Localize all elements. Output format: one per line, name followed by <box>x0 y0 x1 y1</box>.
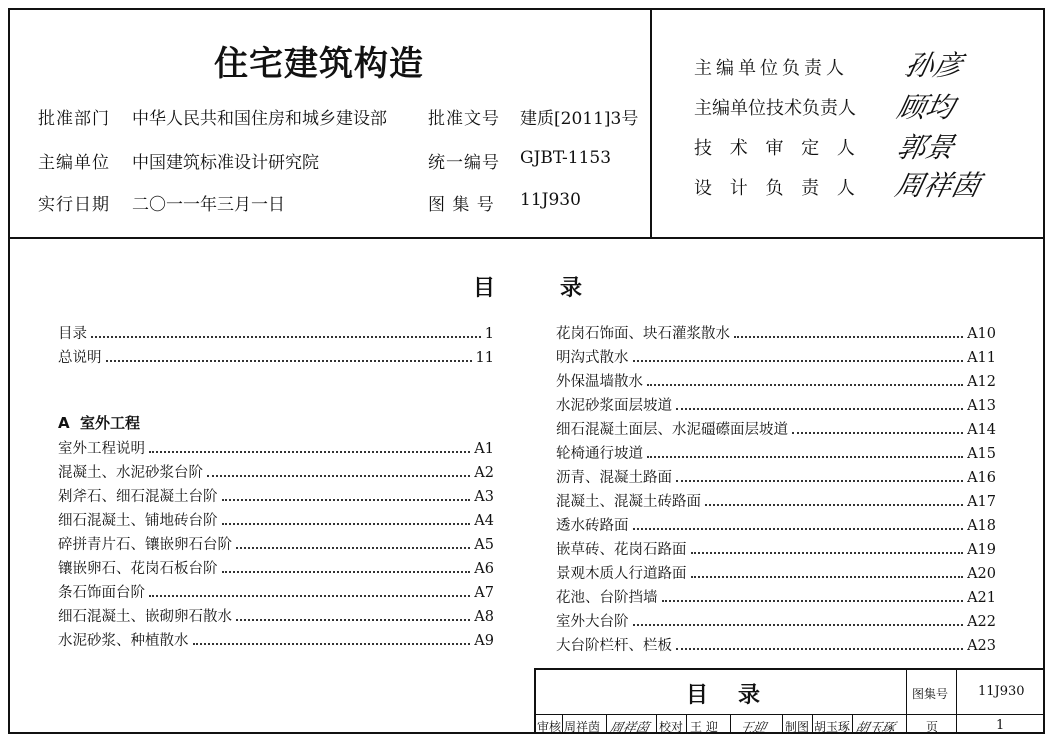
toc-entry-page: 1 <box>484 326 494 342</box>
toc-entry-page: A16 <box>967 470 996 486</box>
role-technical-reviewer: 技 术 审 定 人 <box>694 138 861 159</box>
check-name: 王 迎 <box>690 720 718 734</box>
toc-entry[interactable] <box>556 490 996 512</box>
toc-entry-title: 室外工程说明 <box>58 441 145 457</box>
title-block <box>534 668 1045 734</box>
review-signature: 周祥茵 <box>607 721 651 736</box>
toc-leader <box>222 522 471 525</box>
toc-entry-page: A23 <box>967 638 996 654</box>
review-name: 周祥茵 <box>564 720 601 734</box>
toc-entry[interactable] <box>58 485 494 507</box>
toc-entry[interactable] <box>58 581 494 603</box>
toc-leader <box>236 618 470 621</box>
atlas-title: 住宅建筑构造 <box>214 44 424 84</box>
editor-unit-value: 中国建筑标准设计研究院 <box>132 153 319 173</box>
toc-entry-page: A22 <box>967 614 996 630</box>
unified-no-label: 统一编号 <box>428 153 500 173</box>
toc-leader <box>633 359 964 362</box>
toc-entry-page: A9 <box>474 633 494 649</box>
toc-entry[interactable] <box>58 346 494 368</box>
section-a-heading: A 室外工程 <box>58 414 141 432</box>
toc-leader <box>207 474 470 477</box>
toc-entry[interactable] <box>58 509 494 531</box>
toc-leader <box>792 431 963 434</box>
atlas-no-value: 11J930 <box>520 190 581 210</box>
toc-entry-title: 细石混凝土、嵌砌卵石散水 <box>58 609 232 625</box>
title-block-divider <box>956 670 957 734</box>
toc-entry-page: A13 <box>967 398 996 414</box>
unified-no-value: GJBT-1153 <box>520 148 612 168</box>
toc-entry[interactable] <box>58 437 494 459</box>
toc-leader <box>193 642 471 645</box>
approval-dept-label: 批准部门 <box>38 109 110 129</box>
atlas-no-label-cell: 图集号 <box>912 687 949 701</box>
toc-entry[interactable] <box>58 557 494 579</box>
title-block-divider <box>812 714 813 734</box>
header-bottom-rule <box>8 237 1045 239</box>
toc-entry-page: A6 <box>474 561 494 577</box>
toc-entry-page: A21 <box>967 590 996 606</box>
toc-entry-title: 花池、台阶挡墙 <box>556 590 658 606</box>
toc-leader <box>222 570 471 573</box>
toc-leader <box>676 407 963 410</box>
toc-leader <box>676 479 963 482</box>
toc-entry[interactable] <box>58 461 494 483</box>
effective-date-value: 二〇一一年三月一日 <box>132 195 285 215</box>
toc-entry[interactable] <box>556 346 996 368</box>
toc-entry-title: 沥青、混凝土路面 <box>556 470 672 486</box>
toc-entry-page: A2 <box>474 465 494 481</box>
review-label: 审核 <box>537 720 562 734</box>
approval-no-label: 批准文号 <box>428 109 500 129</box>
draw-signature: 胡玉琢 <box>853 721 897 736</box>
approval-no-value: 建质[2011]3号 <box>520 109 639 129</box>
title-block-divider <box>686 714 687 734</box>
title-block-divider <box>656 714 657 734</box>
toc-entry[interactable] <box>556 586 996 608</box>
toc-entry[interactable] <box>556 322 996 344</box>
page-label-cell: 页 <box>926 720 939 734</box>
signature-tech-lead: 顾均 <box>894 91 958 124</box>
toc-entry-page: 11 <box>475 350 494 366</box>
toc-entry[interactable] <box>556 370 996 392</box>
toc-heading-right: 录 <box>560 276 583 301</box>
toc-entry-page: A14 <box>967 422 996 438</box>
toc-entry[interactable] <box>556 394 996 416</box>
toc-entry[interactable] <box>556 418 996 440</box>
toc-entry-title: 明沟式散水 <box>556 350 629 366</box>
toc-entry-title: 条石饰面台阶 <box>58 585 145 601</box>
toc-leader <box>705 503 963 506</box>
toc-leader <box>633 623 964 626</box>
approval-dept-value: 中华人民共和国住房和城乡建设部 <box>132 109 387 129</box>
toc-entry-page: A12 <box>967 374 996 390</box>
toc-leader <box>236 546 470 549</box>
toc-entry[interactable] <box>58 322 494 344</box>
toc-leader <box>149 450 470 453</box>
toc-leader <box>91 335 481 338</box>
toc-leader <box>106 359 472 362</box>
toc-entry[interactable] <box>556 466 996 488</box>
toc-entry-page: A1 <box>474 441 494 457</box>
toc-entry-title: 混凝土、水泥砂浆台阶 <box>58 465 203 481</box>
atlas-no-value-cell: 11J930 <box>978 684 1025 699</box>
toc-entry-page: A10 <box>967 326 996 342</box>
toc-entry[interactable] <box>556 634 996 656</box>
title-block-divider <box>852 714 853 734</box>
toc-entry-page: A20 <box>967 566 996 582</box>
toc-entry-title: 水泥砂浆面层坡道 <box>556 398 672 414</box>
signature-chief-unit: 孙彦 <box>902 49 966 82</box>
toc-entry-title: 细石混凝土面层、水泥礓礤面层坡道 <box>556 422 788 438</box>
toc-entry-title: 大台阶栏杆、栏板 <box>556 638 672 654</box>
toc-leader <box>691 575 964 578</box>
toc-entry-title: 嵌草砖、花岗石路面 <box>556 542 687 558</box>
title-block-title: 目录 <box>686 683 791 708</box>
toc-entry[interactable] <box>556 514 996 536</box>
toc-entry-page: A19 <box>967 542 996 558</box>
toc-entry-title: 镶嵌卵石、花岗石板台阶 <box>58 561 218 577</box>
role-tech-lead: 主编单位技术负责人 <box>694 98 856 119</box>
signature-design-lead: 周祥茵 <box>892 169 984 202</box>
toc-entry-title: 外保温墙散水 <box>556 374 643 390</box>
toc-entry-page: A4 <box>474 513 494 529</box>
toc-entry-title: 轮椅通行坡道 <box>556 446 643 462</box>
toc-leader <box>633 527 964 530</box>
toc-entry[interactable] <box>58 533 494 555</box>
toc-entry-title: 花岗石饰面、块石灌浆散水 <box>556 326 730 342</box>
toc-leader <box>691 551 964 554</box>
toc-entry-page: A11 <box>967 350 996 366</box>
title-block-divider <box>606 714 607 734</box>
toc-leader <box>149 594 470 597</box>
toc-entry[interactable] <box>556 610 996 632</box>
toc-entry[interactable] <box>58 605 494 627</box>
toc-entry-title: 水泥砂浆、种植散水 <box>58 633 189 649</box>
toc-entry-title: 景观木质人行道路面 <box>556 566 687 582</box>
title-block-divider <box>906 670 907 734</box>
toc-leader <box>676 647 963 650</box>
editor-unit-label: 主编单位 <box>38 153 110 173</box>
toc-entry-title: 混凝土、混凝土砖路面 <box>556 494 701 510</box>
toc-entry-title: 细石混凝土、铺地砖台阶 <box>58 513 218 529</box>
toc-entry-page: A3 <box>474 489 494 505</box>
effective-date-label: 实行日期 <box>38 195 110 215</box>
draw-label: 制图 <box>785 720 810 734</box>
toc-leader <box>662 599 964 602</box>
role-design-lead: 设 计 负 责 人 <box>694 178 861 199</box>
title-block-divider <box>562 714 563 734</box>
toc-leader <box>647 383 963 386</box>
toc-entry[interactable] <box>58 629 494 651</box>
toc-entry-page: A17 <box>967 494 996 510</box>
page-value-cell: 1 <box>996 718 1005 733</box>
signature-technical-reviewer: 郭景 <box>894 131 958 164</box>
role-chief-unit: 主编单位负责人 <box>694 58 848 79</box>
toc-entry-title: 透水砖路面 <box>556 518 629 534</box>
toc-entry[interactable] <box>556 562 996 584</box>
toc-entry-page: A15 <box>967 446 996 462</box>
toc-entry[interactable] <box>556 442 996 464</box>
toc-leader <box>222 498 471 501</box>
toc-entry-page: A5 <box>474 537 494 553</box>
toc-entry-title: 室外大台阶 <box>556 614 629 630</box>
toc-entry-page: A18 <box>967 518 996 534</box>
check-label: 校对 <box>659 720 684 734</box>
toc-entry-page: A7 <box>474 585 494 601</box>
title-block-divider <box>782 714 783 734</box>
toc-entry-title: 剁斧石、细石混凝土台阶 <box>58 489 218 505</box>
toc-entry-title: 总说明 <box>58 350 102 366</box>
title-block-mid-rule <box>536 714 1045 715</box>
toc-entry[interactable] <box>556 538 996 560</box>
title-block-divider <box>730 714 731 734</box>
toc-heading-left: 目 <box>473 276 496 301</box>
check-signature: 王迎 <box>737 721 768 736</box>
toc-entry-page: A8 <box>474 609 494 625</box>
atlas-no-label: 图 集 号 <box>428 195 495 215</box>
draw-name: 胡玉琢 <box>814 720 851 734</box>
header-divider <box>650 8 652 238</box>
toc-leader <box>734 335 963 338</box>
toc-entry-title: 碎拼青片石、镶嵌卵石台阶 <box>58 537 232 553</box>
toc-entry-title: 目录 <box>58 326 87 342</box>
toc-leader <box>647 455 963 458</box>
